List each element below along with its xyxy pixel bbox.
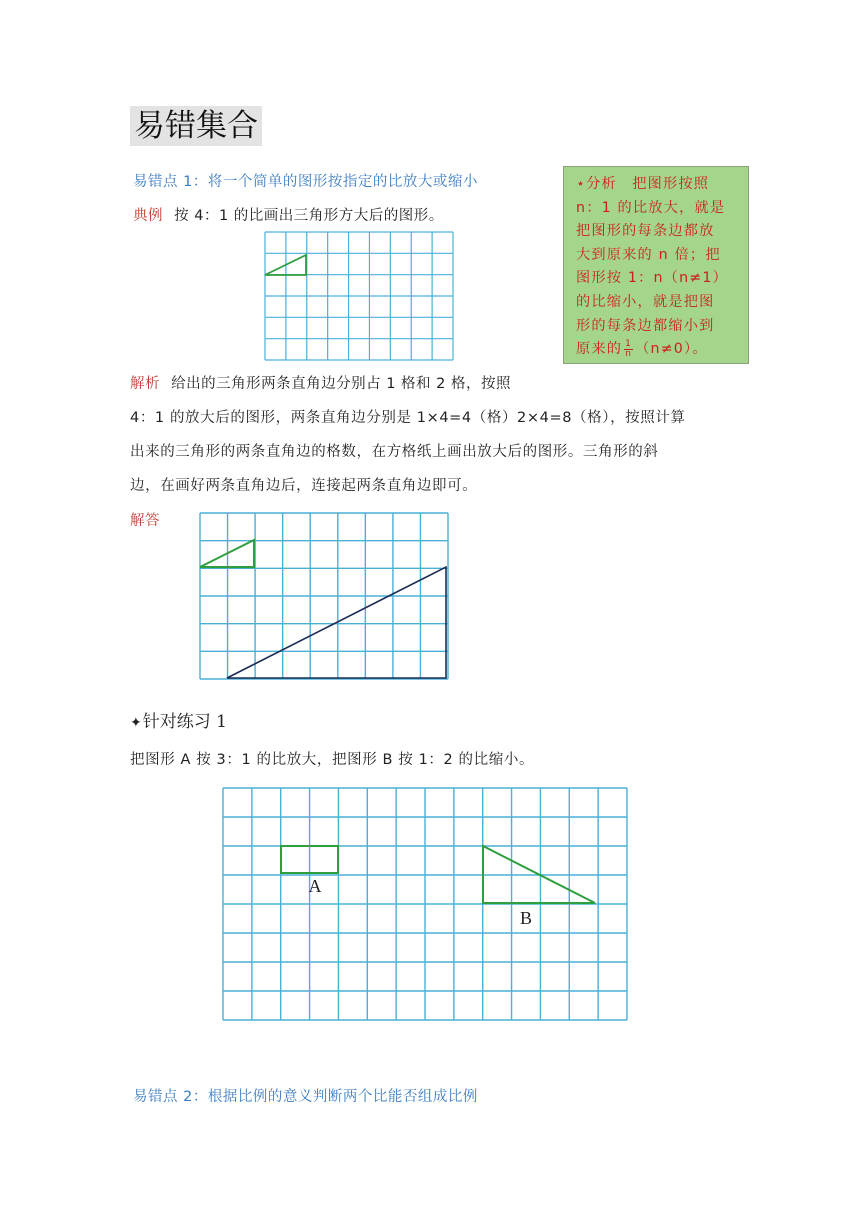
analysis-label: 解析: [130, 376, 160, 392]
note-line-3: 把图形的每条边都放: [576, 223, 715, 240]
fraction-1-over-n: [624, 340, 633, 359]
note-line-5: 图形按 1：n（n≠1）: [576, 270, 728, 287]
note-line-8-post: （n≠0）。: [635, 341, 708, 358]
analysis-line-2: 4：1 的放大后的图形，两条直角边分别是 1×4=4（格）2×4=8（格），按照计算: [130, 410, 686, 426]
analysis-line-3: 出来的三角形的两条直角边的格数，在方格纸上画出放大后的图形。三角形的斜: [130, 444, 659, 460]
analysis-text-1: 给出的三角形两条直角边分别占 1 格和 2 格，按照: [171, 376, 511, 392]
label-b: B: [519, 908, 533, 928]
note-line-4: 大到原来的 n 倍；把: [576, 246, 721, 263]
fraction-numerator: 1: [625, 338, 633, 349]
point2-heading: 易错点 2：根据比例的意义判断两个比能否组成比例: [133, 1089, 478, 1105]
practice-heading: [130, 707, 227, 732]
sparkle-icon: ✦: [130, 715, 142, 731]
example-line: [133, 204, 444, 225]
answer-enlarged-triangle: [227, 567, 446, 678]
example-grid: [264, 231, 454, 361]
page-title: 易错集合: [130, 106, 262, 146]
fraction-denominator: n: [625, 348, 633, 359]
practice-question: 把图形 A 按 3：1 的比放大，把图形 B 按 1：2 的比缩小。: [130, 752, 535, 768]
practice-heading-text: 针对练习 1: [142, 712, 227, 732]
example-text: 按 4：1 的比画出三角形方大后的图形。: [174, 208, 444, 224]
label-a: A: [308, 876, 322, 896]
analysis-note-box: [563, 166, 749, 364]
example-label: 典例: [133, 208, 163, 224]
note-line-2: n：1 的比放大，就是: [576, 199, 726, 216]
answer-grid: [199, 512, 449, 680]
note-line-8: [576, 338, 742, 362]
point1-heading: 易错点 1：将一个简单的图形按指定的比放大或缩小: [133, 174, 478, 190]
answer-label: 解答: [130, 513, 160, 529]
practice-grid: [222, 787, 628, 1021]
note-line-8-pre: 原来的: [576, 341, 623, 358]
note-line-7: 形的每条边都缩小到: [576, 317, 715, 334]
note-line-1: ⋆分析 把图形按照: [576, 176, 710, 192]
note-line-6: 的比缩小，就是把图: [576, 293, 715, 310]
analysis-line-1: [130, 372, 511, 393]
analysis-line-4: 边，在画好两条直角边后，连接起两条直角边即可。: [130, 478, 478, 494]
